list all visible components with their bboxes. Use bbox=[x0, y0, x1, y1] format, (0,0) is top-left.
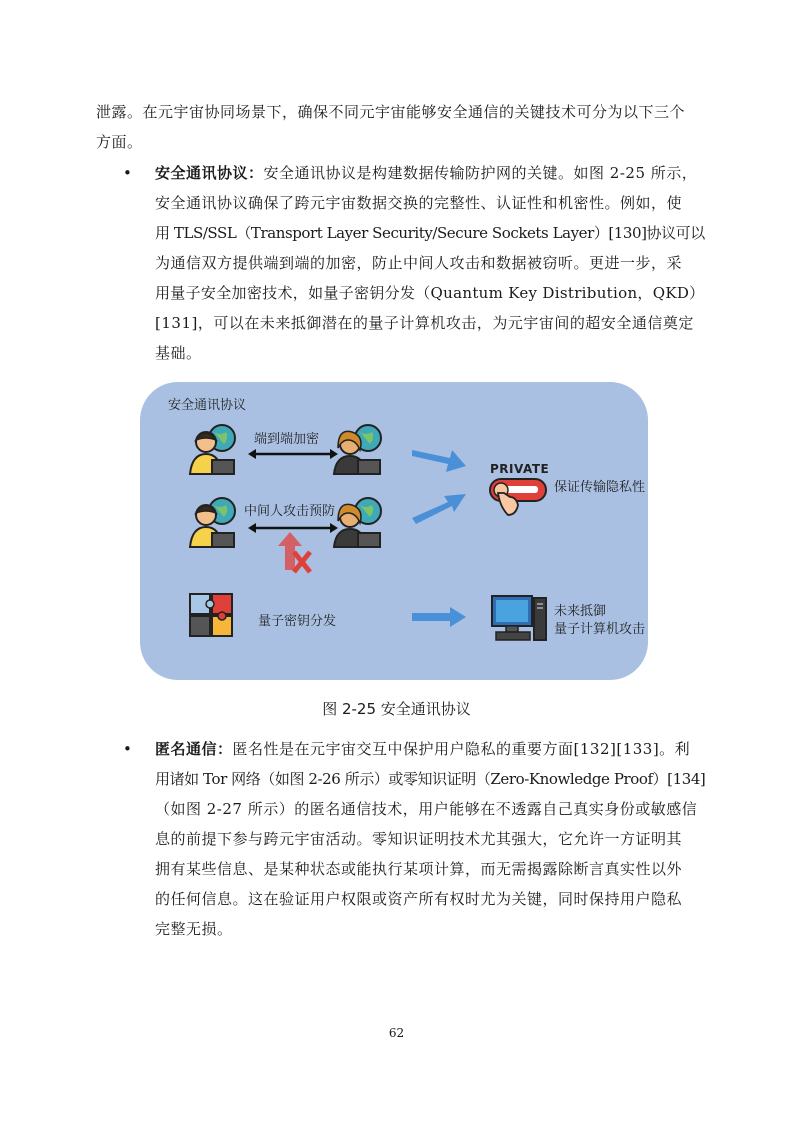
arrow-right-icon bbox=[412, 444, 468, 474]
bullet-line: （如图 2-27 所示）的匿名通信技术，用户能够在不透露自己真实身份或敏感信 bbox=[155, 800, 698, 818]
label-qkd: 量子密钥分发 bbox=[258, 614, 337, 629]
label-future-defense: 未来抵御 bbox=[554, 604, 607, 619]
label-end-to-end-encryption: 端到端加密 bbox=[254, 432, 320, 447]
bullet-line bbox=[155, 734, 705, 764]
bullet-line: 安全通讯协议确保了跨元宇宙数据交换的完整性、认证性和机密性。例如，使 bbox=[155, 194, 683, 212]
figure-caption: 图 2-25 安全通讯协议 bbox=[322, 700, 471, 718]
private-text: PRIVATE bbox=[490, 462, 550, 476]
label-quantum-attack: 量子计算机攻击 bbox=[554, 622, 646, 637]
person-icon bbox=[188, 422, 238, 478]
bullet-line: 基础。 bbox=[155, 344, 202, 362]
intro-paragraph bbox=[96, 97, 706, 157]
intro-line: 方面。 bbox=[96, 133, 143, 151]
private-button-icon bbox=[488, 477, 548, 521]
computer-icon bbox=[490, 594, 548, 644]
label-mitm-prevention: 中间人攻击预防 bbox=[244, 504, 336, 519]
label-transmission-privacy: 保证传输隐私性 bbox=[554, 480, 646, 495]
bullet-line: 的任何信息。这在验证用户权限或资产所有权时尤为关键，同时保持用户隐私 bbox=[155, 890, 683, 908]
person-icon bbox=[188, 495, 238, 551]
puzzle-icon bbox=[188, 592, 240, 644]
bullet-line: 为通信双方提供端到端的加密，防止中间人攻击和数据被窃听。更进一步，采 bbox=[155, 254, 683, 272]
blocked-attack-icon bbox=[276, 530, 316, 576]
intro-line: 泄露。在元宇宙协同场景下，确保不同元宇宙能够安全通信的关键技术可分为以下三个 bbox=[96, 103, 686, 121]
bullet-marker: • bbox=[123, 164, 132, 182]
bullet-line: 息的前提下参与跨元宇宙活动。零知识证明技术尤其强大，它允许一方证明其 bbox=[155, 830, 683, 848]
bullet-line: 拥有某些信息、是某种状态或能执行某项计算，而无需揭露除断言真实性以外 bbox=[155, 860, 683, 878]
bullet-anonymous-communication bbox=[155, 734, 705, 944]
bullet-secure-protocol bbox=[155, 158, 705, 368]
bullet-line: [131]，可以在未来抵御潜在的量子计算机攻击，为元宇宙间的超安全通信奠定 bbox=[155, 314, 694, 332]
figure-secure-protocol bbox=[140, 382, 648, 680]
bullet-text: 安全通讯协议是构建数据传输防护网的关键。如图 2-25 所示， bbox=[263, 164, 698, 182]
bullet-line bbox=[155, 158, 705, 188]
arrow-right-icon bbox=[412, 607, 468, 627]
bullet-line: 用量子安全加密技术，如量子密钥分发（Quantum Key Distribution，QKD） bbox=[155, 284, 705, 302]
bullet-line: 完整无损。 bbox=[155, 920, 233, 938]
double-arrow-icon bbox=[248, 449, 338, 459]
arrow-up-right-icon bbox=[412, 492, 468, 526]
bullet-line: 用 TLS/SSL（Transport Layer Security/Secure Sockets Layer）[130]协议可以 bbox=[155, 224, 705, 242]
person-icon bbox=[330, 495, 384, 551]
bullet-term: 安全通讯协议： bbox=[155, 164, 264, 182]
bullet-line: 用诸如 Tor 网络（如图 2-26 所示）或零知识证明（Zero-Knowledge Proof）[134] bbox=[155, 770, 706, 788]
page-number: 62 bbox=[388, 1026, 405, 1040]
bullet-text: 匿名性是在元宇宙交互中保护用户隐私的重要方面[132][133]。利 bbox=[232, 740, 691, 758]
person-icon bbox=[330, 422, 384, 478]
figure-title: 安全通讯协议 bbox=[168, 398, 247, 413]
bullet-marker: • bbox=[123, 740, 132, 758]
bullet-term: 匿名通信： bbox=[155, 740, 233, 758]
